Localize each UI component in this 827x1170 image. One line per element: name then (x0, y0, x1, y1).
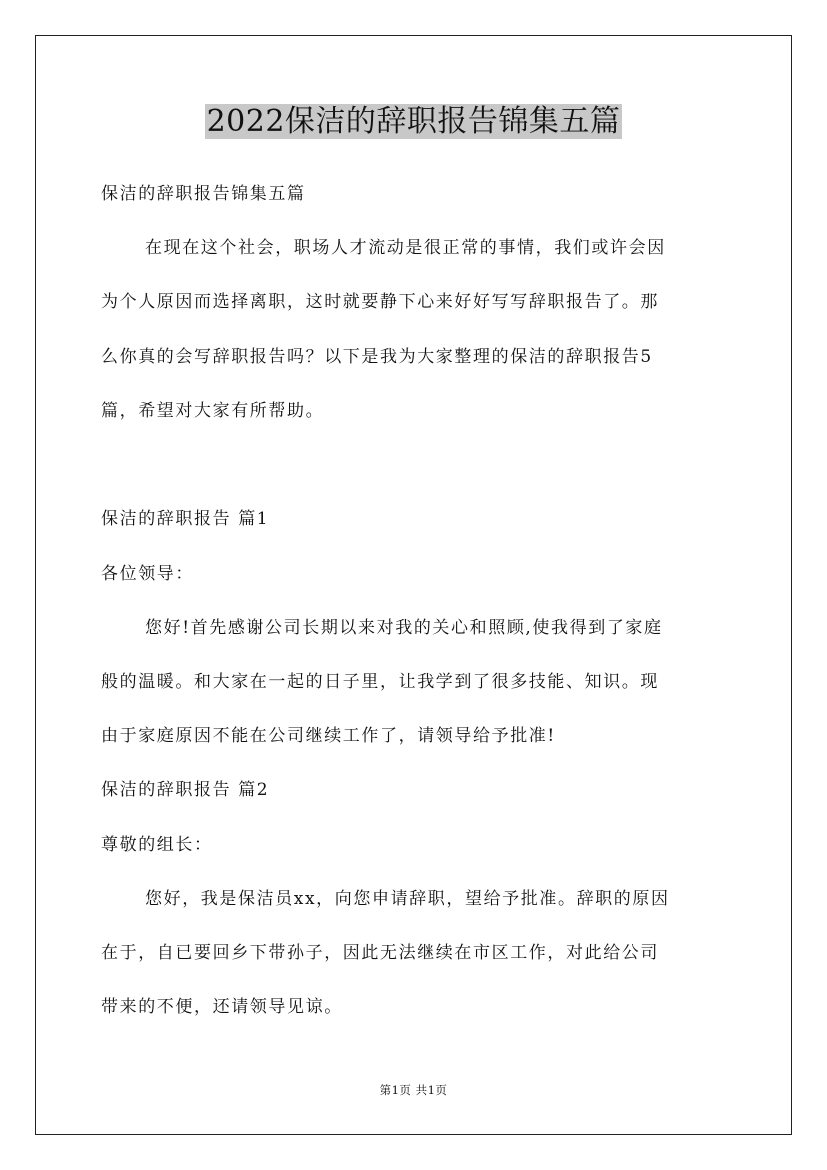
document-title (0, 100, 827, 144)
salutation-line: 各位领导： (101, 564, 194, 584)
paragraph-line: 般的温暖。和大家在一起的日子里，让我学到了很多技能、知识。现 (101, 672, 659, 692)
paragraph-line: 带来的不便，还请领导见谅。 (101, 997, 343, 1017)
page-footer: 第1页 共1页 (379, 1083, 448, 1097)
subtitle-line: 保洁的辞职报告锦集五篇 (101, 184, 306, 204)
paragraph-line: 由于家庭原因不能在公司继续工作了，请领导给予批准! (101, 726, 556, 746)
paragraph-line: 么你真的会写辞职报告吗？以下是我为大家整理的保洁的辞职报告5 (101, 347, 653, 367)
paragraph-line: 篇，希望对大家有所帮助。 (101, 401, 325, 421)
paragraph-line: 您好，我是保洁员xx，向您申请辞职，望给予批准。辞职的原因 (145, 889, 670, 909)
title-text: 2022保洁的辞职报告锦集五篇 (206, 104, 621, 139)
paragraph-line: 您好!首先感谢公司长期以来对我的关心和照顾,使我得到了家庭 (145, 618, 663, 638)
section-heading-2: 保洁的辞职报告 篇2 (101, 780, 270, 800)
paragraph-line: 为个人原因而选择离职，这时就要静下心来好好写写辞职报告了。那 (101, 292, 659, 312)
salutation-line: 尊敬的组长： (101, 835, 213, 855)
section-heading-1: 保洁的辞职报告 篇1 (101, 509, 270, 529)
paragraph-line: 在于，自已要回乡下带孙子，因此无法继续在市区工作，对此给公司 (101, 943, 659, 963)
paragraph-line: 在现在这个社会，职场人才流动是很正常的事情，我们或许会因 (145, 238, 666, 258)
